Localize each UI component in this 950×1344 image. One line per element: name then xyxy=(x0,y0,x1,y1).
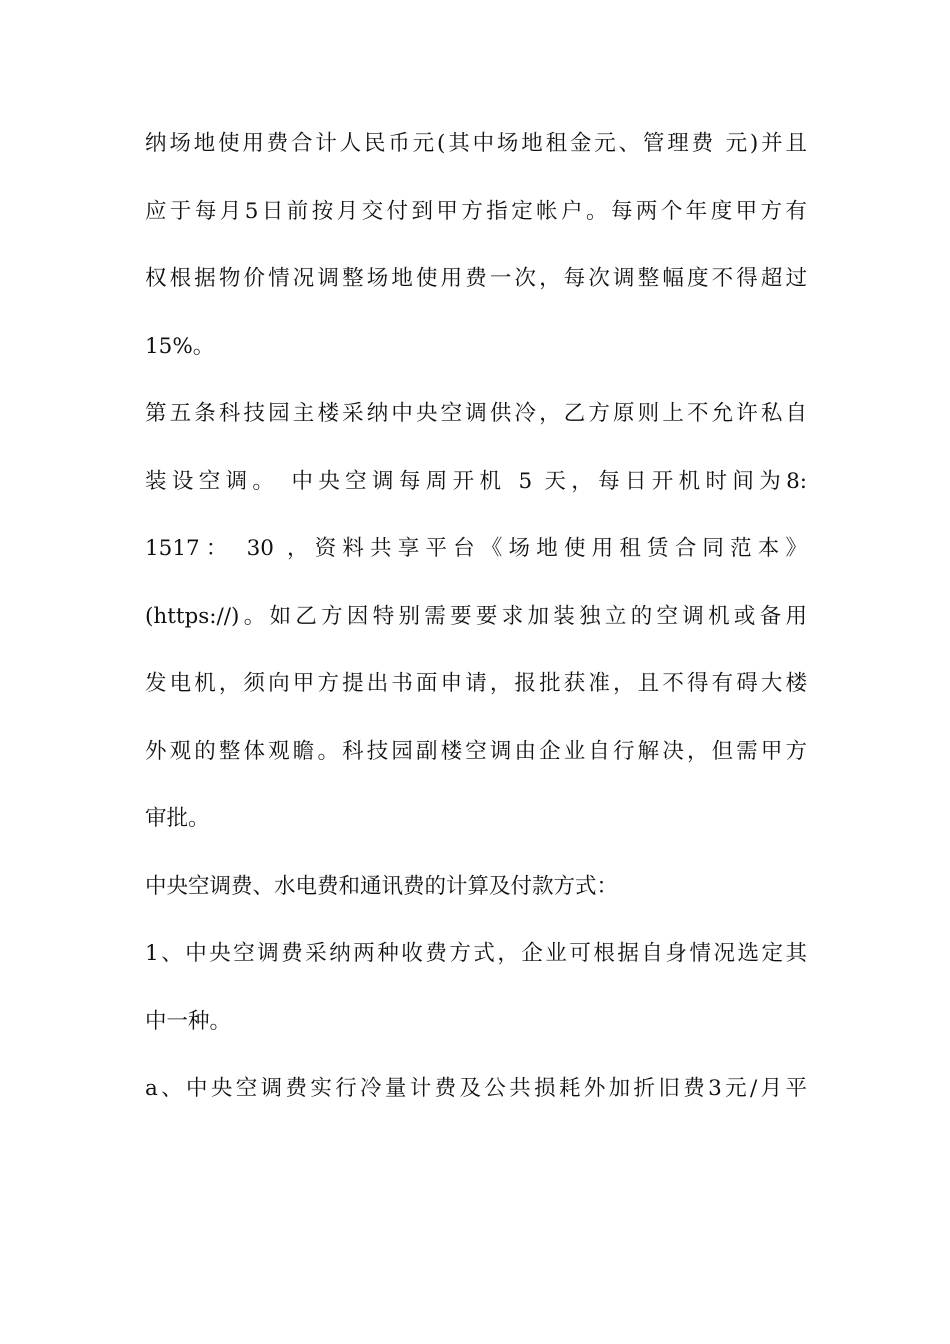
text-line-1: 纳场地使用费合计人民币元(其中场地租金元、管理费 元)并且 xyxy=(145,131,807,156)
text-line-5: 第五条科技园主楼采纳中央空调供冷，乙方原则上不允许私自 xyxy=(145,401,807,426)
text-line-2: 应于每月5日前按月交付到甲方指定帐户。每两个年度甲方有 xyxy=(145,198,807,224)
text-line-6: 装设空调。 中央空调每周开机 5 天，每日开机时间为8: xyxy=(145,468,807,494)
text-line-11: 审批。 xyxy=(145,806,210,831)
text-line-9: 发电机，须向甲方提出书面申请，报批获准，且不得有碍大楼 xyxy=(145,671,807,696)
text-line-7: 1517： 30 ，资料共享平台《场地使用租赁合同范本》 xyxy=(145,536,807,561)
document-body xyxy=(145,124,807,1137)
text-line-13: 1、中央空调费采纳两种收费方式，企业可根据自身情况选定其 xyxy=(145,941,807,966)
text-line-8: (https://)。如乙方因特别需要要求加装独立的空调机或备用 xyxy=(145,603,807,629)
text-line-10: 外观的整体观瞻。科技园副楼空调由企业自行解决，但需甲方 xyxy=(145,738,807,764)
text-line-12: 中央空调费、水电费和通讯费的计算及付款方式： xyxy=(145,873,619,899)
text-line-3: 权根据物价情况调整场地使用费一次，每次调整幅度不得超过 xyxy=(145,266,807,291)
text-line-14: 中一种。 xyxy=(145,1008,232,1034)
text-line-15: a、中央空调费实行冷量计费及公共损耗外加折旧费3元/月平 xyxy=(145,1076,807,1101)
text-line-4: 15%。 xyxy=(145,333,215,359)
